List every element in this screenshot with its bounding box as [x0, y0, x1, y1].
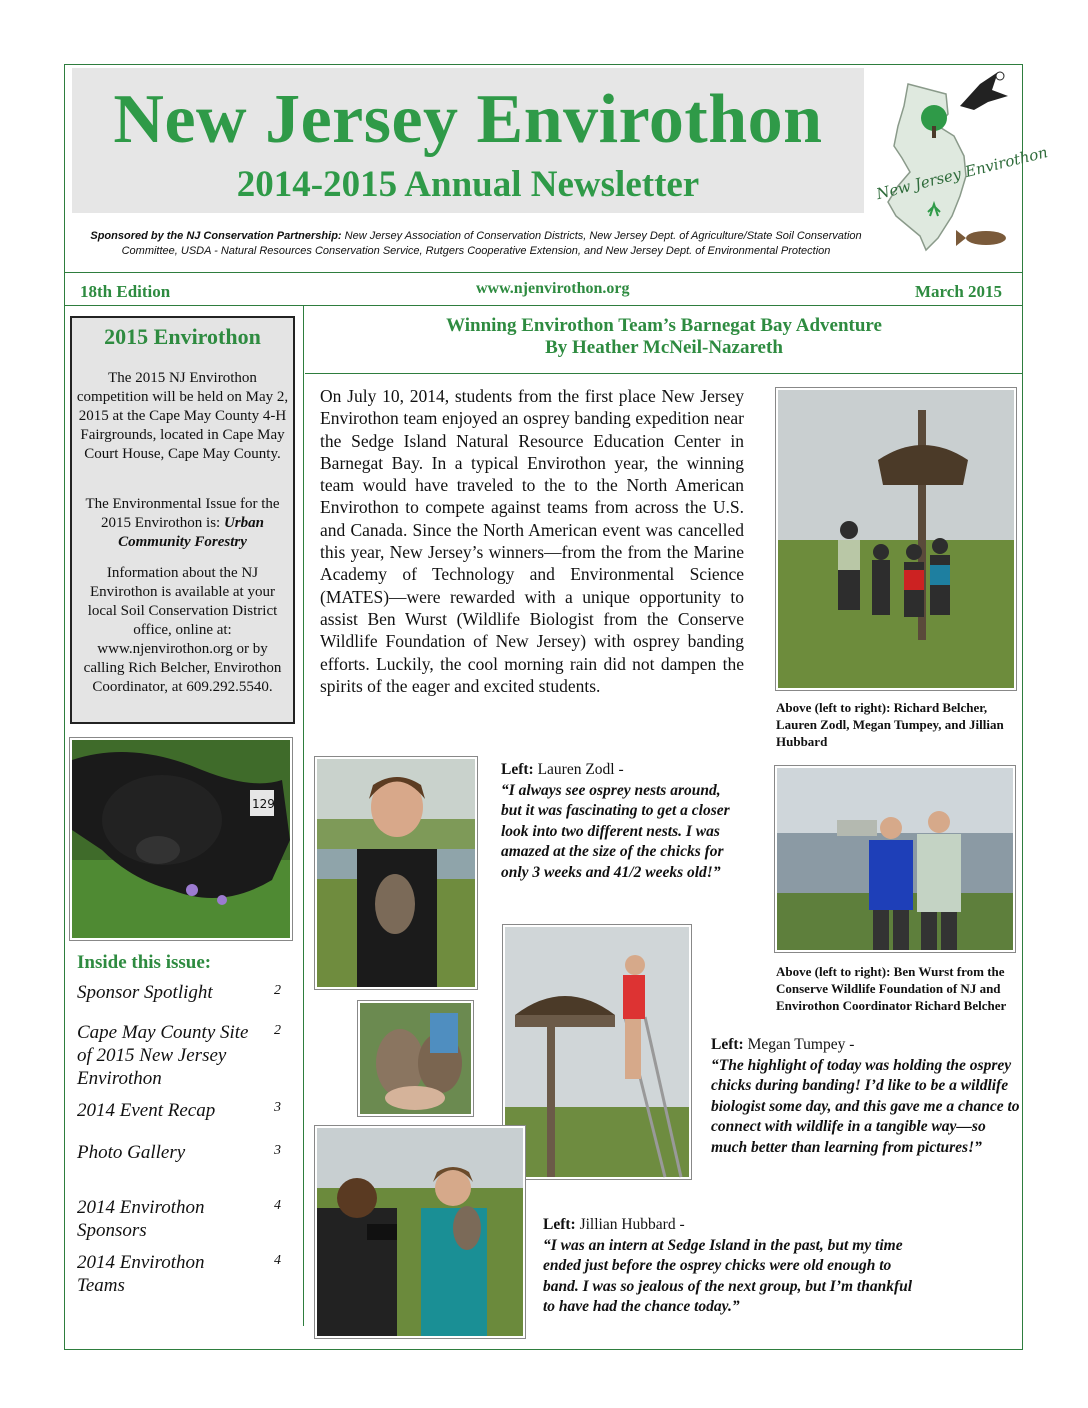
issue-name: Urban Community Forestry [118, 515, 264, 550]
environmental-issue-text [76, 495, 289, 552]
toc-item-sponsors[interactable]: 2014 Envirothon Sponsors [77, 1197, 205, 1241]
website-link[interactable]: www.njenvirothon.org [476, 280, 630, 297]
jillian-chick-photo [315, 1126, 525, 1338]
sponsor-line [72, 229, 880, 259]
ear-tag-number: 129 [252, 797, 275, 811]
quote-jillian-lead: Left: [543, 1216, 576, 1233]
event-location-text: The 2015 NJ Envirothon competition will be held on May 2, 2015 at the Cape May County 4-H Fairgrounds, located in Cape May Court House, Cape May County. [76, 370, 289, 462]
nj-envirothon-logo [868, 66, 1050, 256]
cow-photo [70, 738, 292, 940]
toc-page-number: 2 [274, 983, 281, 998]
toc-page-number: 3 [274, 1100, 281, 1115]
divider-top [64, 272, 1023, 273]
quote-lauren-lead: Left: [501, 761, 534, 778]
toc-page-number: 4 [274, 1253, 281, 1268]
sponsor-list: New Jersey Association of Conservation Districts, New Jersey Dept. of Agriculture/State Soil Conservation Committee, USDA - Natural Resources Conservation Service, Rutgers Cooperative Extension, and New Jersey Dept. of Environmental Protection [121, 230, 862, 257]
article-headline: Winning Envirothon Team’s Barnegat Bay Adventure [446, 315, 882, 336]
toc-page-number: 3 [274, 1143, 281, 1158]
article-byline: By Heather McNeil-Nazareth [545, 337, 783, 358]
column-divider [303, 306, 304, 1326]
lauren-chick-photo [315, 757, 477, 989]
chick-closeup-photo [358, 1001, 473, 1116]
logo-script-text: New Jersey Envirothon [874, 143, 1050, 204]
toc-item-teams[interactable]: 2014 Envirothon Teams [77, 1252, 205, 1296]
edition-label: 18th Edition [80, 282, 171, 301]
toc-item-photo-gallery[interactable]: Photo Gallery [77, 1142, 186, 1163]
group-nest-photo [776, 388, 1016, 690]
inside-issue-heading: Inside this issue: [77, 952, 212, 973]
divider-article [305, 373, 1023, 374]
article-body: On July 10, 2014, students from the first place New Jersey Envirothon team enjoyed an osprey banding expedition near the Sedge Island Natural Resource Education Center in Barnegat Bay. In a typical Envirothon year, the winning team would have traveled to the to the North American Envirothon to compete against teams from across the U.S. and Canada. Since the North American event was cancelled this year, New Jersey’s winners—from the from the Marine Academy of Technology and Environmental Science (MATES)—were rewarded with a unique opportunity to assist Ben Wurst (Wildlife Biologist from the Conserve Wildlife Foundation of New Jersey) with osprey banding efforts. Luckily, the cool morning rain did not dampen the spirits of the eager and excited students. [320, 386, 744, 696]
toc-page-number: 4 [274, 1198, 281, 1213]
toc-item-cape-may[interactable]: Cape May County Site of 2015 New Jersey Envirothon [77, 1022, 249, 1089]
quote-jillian-name: Jillian Hubbard - [575, 1216, 685, 1233]
quote-lauren-text: “I always see osprey nests around, but it was fascinating to get a closer look into two different nests. I was amazed at the size of the chicks for only 3 weeks and 41/2 weeks old!” [501, 781, 730, 881]
event-box-title: 2015 Envirothon [104, 324, 261, 349]
article-title [305, 315, 1023, 359]
toc-item-sponsor-spotlight[interactable]: Sponsor Spotlight [77, 982, 213, 1003]
sponsor-lead: Sponsored by the NJ Conservation Partnership: [90, 230, 342, 242]
quote-lauren-name: Lauren Zodl - [533, 761, 624, 778]
quote-jillian [543, 1215, 913, 1318]
toc-item-event-recap[interactable]: 2014 Event Recap [77, 1100, 216, 1121]
quote-lauren [501, 760, 741, 883]
caption-group-photo: Above (left to right): Richard Belcher, Lauren Zodl, Megan Tumpey, and Jillian Hubbard [776, 700, 1004, 749]
divider-edition [64, 305, 1023, 306]
caption-bay-photo: Above (left to right): Ben Wurst from the Conserve Wildlife Foundation of NJ and Envirothon Coordinator Richard Belcher [776, 964, 1007, 1013]
newsletter-title: New Jersey Envirothon [113, 81, 823, 158]
quote-jillian-text: “I was an intern at Sedge Island in the past, but my time ended just before the osprey chicks were old enough to band. I was so jealous of the next group, but I’m thankful to have had the chance today.” [543, 1236, 913, 1315]
contact-info-text: Information about the NJ Envirothon is available at your local Soil Conservation District office, online at: www.njenvirothon.org or by calling Rich Belcher, Envirothon Coordinator, at 609.292.5540. [83, 565, 282, 695]
bay-men-photo [775, 766, 1015, 952]
megan-ladder-photo [503, 925, 691, 1179]
quote-megan-name: Megan Tumpey - [743, 1036, 855, 1053]
quote-megan [711, 1035, 1023, 1158]
issue-date: March 2015 [915, 282, 1003, 301]
issue-lead: The Environmental Issue for the 2015 Envirothon is: [85, 496, 280, 531]
toc-page-number: 2 [274, 1023, 281, 1038]
quote-megan-lead: Left: [711, 1036, 744, 1053]
quote-megan-text: “The highlight of today was holding the osprey chicks during banding! I’d like to be a wildlife biologist some day, and this gave me a chance to connect with wildlife in a tangible way—so much better than learning from pictures!” [711, 1056, 1020, 1156]
newsletter-subtitle: 2014-2015 Annual Newsletter [236, 164, 700, 205]
